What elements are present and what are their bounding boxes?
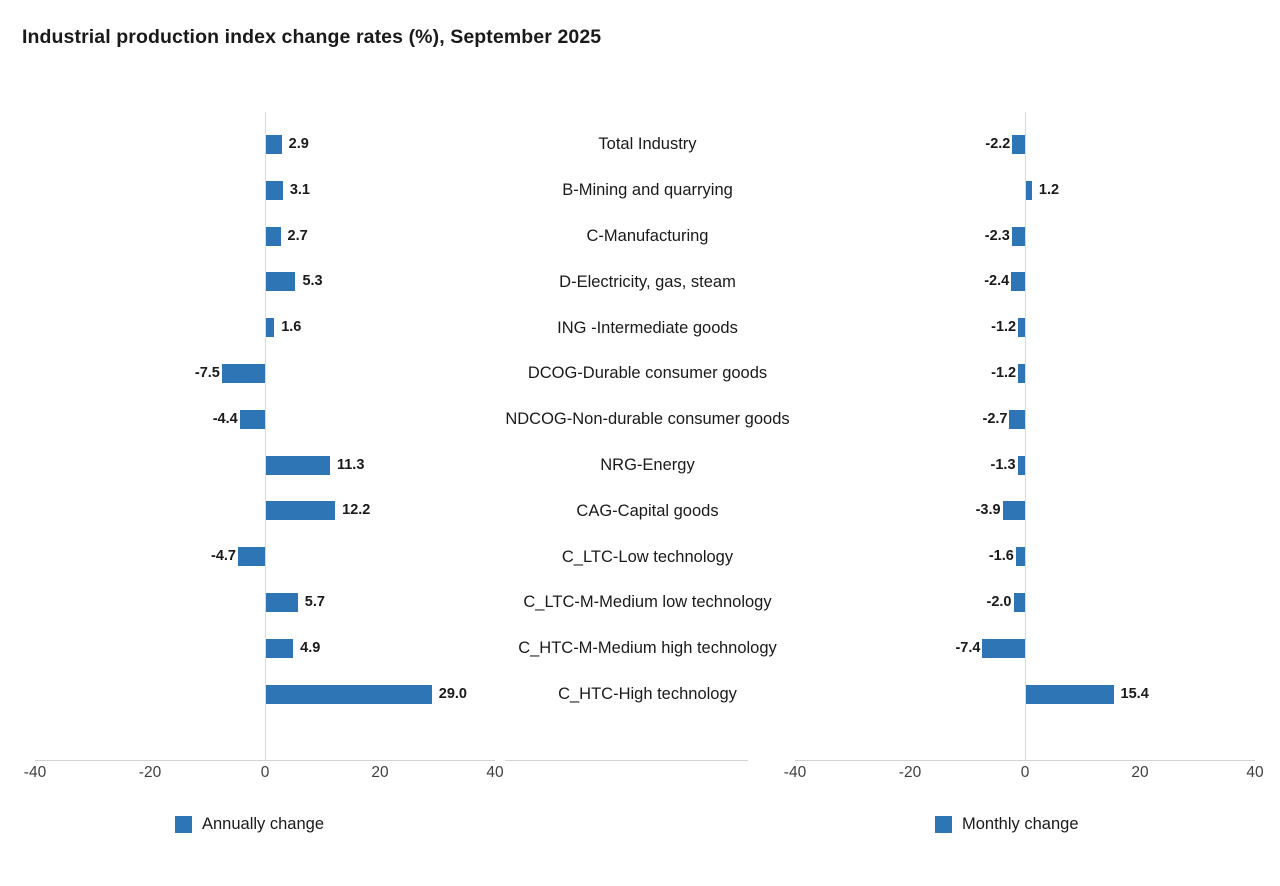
- bar: [265, 272, 295, 291]
- bar-value-label: 1.2: [1038, 181, 1060, 198]
- bar-value-label: 2.7: [287, 227, 308, 244]
- legend-label-annually: Annually change: [202, 815, 325, 833]
- category-labels: [505, 112, 790, 772]
- bar-value-label: 5.7: [304, 594, 325, 610]
- bar: [1014, 593, 1026, 612]
- legend-label-monthly: Monthly change: [962, 815, 1079, 833]
- bar-value-label: -3.9: [975, 502, 1001, 519]
- bar-value-label: 4.9: [300, 639, 321, 656]
- category-label: NRG-Energy: [600, 455, 695, 474]
- category-label: B-Mining and quarrying: [562, 181, 733, 200]
- bar-value-label: -1.3: [990, 456, 1016, 473]
- axis-tick-label: 0: [1020, 764, 1030, 781]
- legend-annually: [175, 815, 324, 834]
- bar-value-label: 5.3: [302, 273, 323, 290]
- bar: [982, 639, 1025, 658]
- category-label: C_LTC-Low technology: [561, 547, 734, 566]
- category-row: [505, 534, 790, 580]
- bar: [238, 547, 265, 566]
- bar-value-label: -2.0: [986, 594, 1012, 610]
- bar-value-label: 15.4: [1120, 685, 1149, 702]
- bar: [265, 135, 282, 154]
- bar: [1011, 272, 1025, 291]
- axis-tick-label: 40: [486, 764, 504, 781]
- axis-tick-label: -20: [138, 764, 162, 781]
- category-row: [505, 488, 790, 534]
- category-row: [505, 443, 790, 489]
- bar: [1012, 227, 1025, 246]
- category-divider: [505, 760, 748, 761]
- bar: [1025, 181, 1032, 200]
- category-row: [505, 214, 790, 260]
- category-row: [505, 305, 790, 351]
- bar-value-label: 11.3: [336, 456, 365, 473]
- bar-value-label: -4.4: [212, 410, 238, 427]
- category-row: [505, 351, 790, 397]
- bar-value-label: 2.9: [288, 136, 309, 152]
- category-label: C-Manufacturing: [586, 226, 709, 245]
- bar-value-label: -2.2: [985, 136, 1011, 152]
- category-label: C_LTC-M-Medium low technology: [523, 593, 772, 612]
- axis-tick-label: 20: [371, 764, 389, 781]
- bar-value-label: -1.2: [991, 365, 1017, 381]
- legend-swatch-icon: [935, 816, 952, 833]
- bar: [1018, 364, 1025, 383]
- bar-value-label: -2.4: [984, 273, 1010, 290]
- bar: [1025, 685, 1114, 704]
- bar: [1018, 318, 1025, 337]
- legend-swatch-icon: [175, 816, 192, 833]
- bar-value-label: -2.3: [984, 227, 1010, 244]
- category-row: [505, 626, 790, 672]
- axis-tick-label: 40: [1246, 764, 1264, 781]
- axis-tick-label: 20: [1131, 764, 1149, 781]
- bar-value-label: -4.7: [210, 548, 236, 565]
- bar-value-label: -7.4: [955, 639, 981, 656]
- category-label: Total Industry: [598, 135, 697, 154]
- x-axis-line-left: [35, 760, 495, 761]
- bar: [265, 501, 335, 520]
- bar-value-label: 12.2: [342, 502, 371, 519]
- category-row: [505, 168, 790, 214]
- bar: [1018, 456, 1025, 475]
- x-axis-line-right: [795, 760, 1255, 761]
- category-label: CAG-Capital goods: [576, 501, 719, 520]
- bar: [240, 410, 265, 429]
- bar: [265, 593, 298, 612]
- bar: [1003, 501, 1025, 520]
- category-row: [505, 672, 790, 718]
- bar: [265, 318, 274, 337]
- category-label: C_HTC-M-Medium high technology: [518, 639, 777, 658]
- bar-value-label: 3.1: [289, 181, 310, 198]
- category-row: [505, 122, 790, 168]
- bar-value-label: 29.0: [438, 685, 467, 702]
- category-label: ING -Intermediate goods: [557, 318, 738, 337]
- bar: [265, 181, 283, 200]
- bar-value-label: 1.6: [281, 319, 302, 336]
- category-label: DCOG-Durable consumer goods: [527, 364, 768, 383]
- axis-tick-label: 0: [260, 764, 270, 781]
- bar: [265, 227, 281, 246]
- bar: [265, 456, 330, 475]
- bar-value-label: -1.2: [991, 319, 1017, 336]
- bar: [1012, 135, 1025, 154]
- axis-tick-label: -40: [23, 764, 47, 781]
- bar: [265, 639, 293, 658]
- bar-value-label: -1.6: [988, 548, 1014, 565]
- x-axis-ticks-right: [783, 764, 1264, 790]
- bar: [1016, 547, 1025, 566]
- chart-panel-annually: [23, 112, 504, 781]
- category-row: [505, 259, 790, 305]
- category-label: D-Electricity, gas, steam: [559, 272, 736, 291]
- bar-value-label: -2.7: [982, 410, 1008, 427]
- bar: [265, 685, 432, 704]
- axis-tick-label: -20: [898, 764, 922, 781]
- category-label: NDCOG-Non-durable consumer goods: [505, 410, 790, 429]
- category-row: [505, 397, 790, 443]
- zero-axis-line-right: [1025, 112, 1026, 760]
- legend-monthly: [935, 815, 1079, 834]
- chart-panel-monthly: [783, 112, 1264, 781]
- zero-axis-line-left: [265, 112, 266, 760]
- x-axis-ticks-left: [23, 764, 504, 790]
- axis-tick-label: -40: [783, 764, 807, 781]
- bar: [1009, 410, 1025, 429]
- page-title: Industrial production index change rates (%), September 2025: [22, 26, 602, 48]
- category-row: [505, 580, 790, 626]
- category-label: C_HTC-High technology: [558, 684, 737, 703]
- bar-value-label: -7.5: [194, 365, 220, 381]
- bar: [222, 364, 265, 383]
